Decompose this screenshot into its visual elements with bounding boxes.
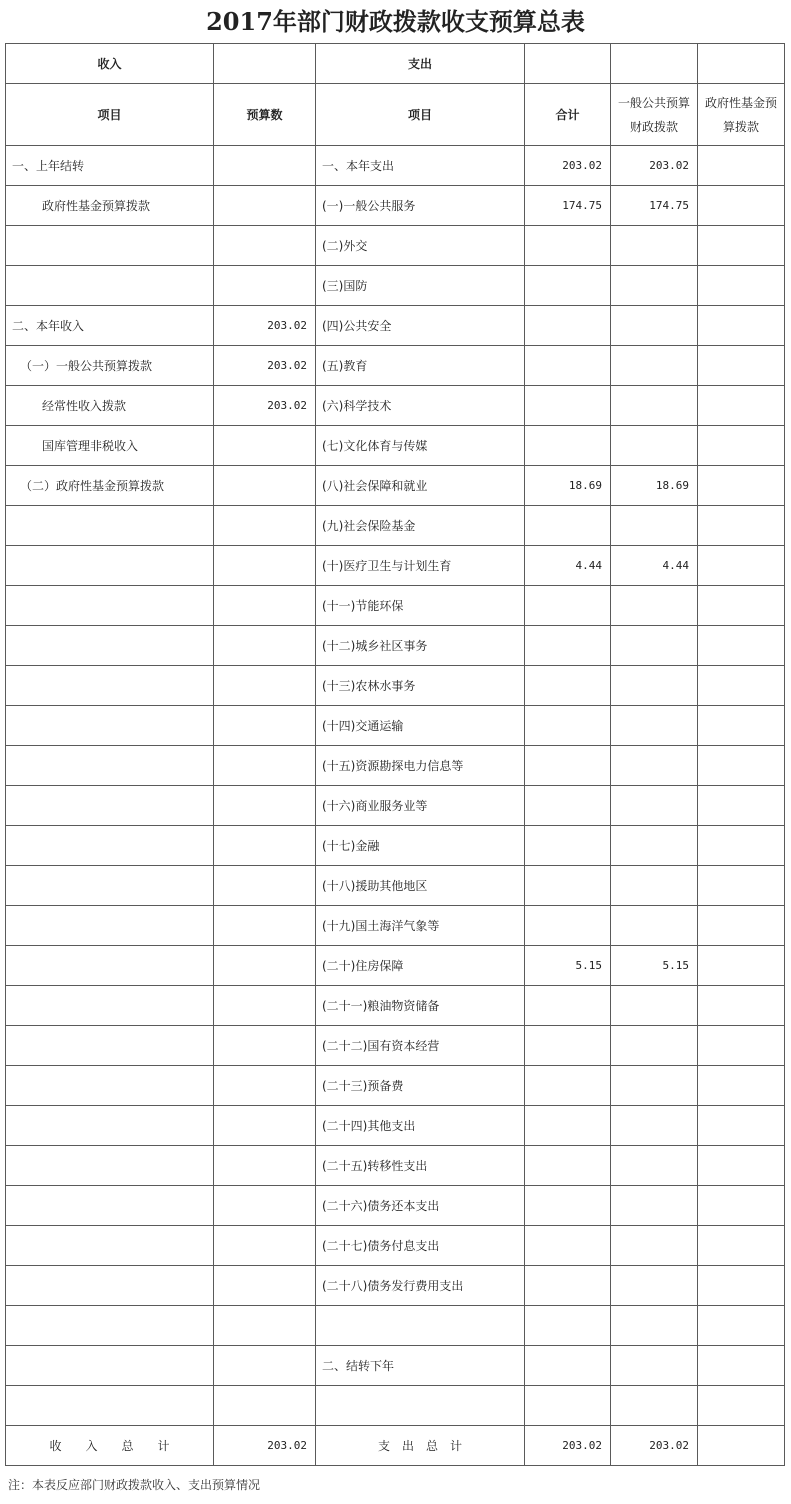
totals-row — [6, 1426, 785, 1466]
income-item-cell — [6, 986, 214, 1026]
fund-budget-cell — [698, 866, 785, 906]
table-row — [6, 986, 785, 1026]
expense-total-cell: 5.15 — [525, 946, 611, 986]
expense-item-cell: (二)外交 — [316, 226, 525, 266]
income-budget-cell — [214, 1026, 316, 1066]
general-budget-cell: 203.02 — [611, 146, 698, 186]
fund-budget-cell — [698, 1386, 785, 1426]
expense-general-total-value: 203.02 — [611, 1426, 698, 1466]
expense-item-cell: (三)国防 — [316, 266, 525, 306]
income-budget-cell — [214, 1066, 316, 1106]
fund-budget-cell — [698, 1306, 785, 1346]
fund-budget-cell — [698, 306, 785, 346]
income-item-cell — [6, 1346, 214, 1386]
fund-budget-cell — [698, 1106, 785, 1146]
income-budget-cell — [214, 906, 316, 946]
expense-item-cell: (二十六)债务还本支出 — [316, 1186, 525, 1226]
expense-header: 支出 — [316, 44, 525, 84]
table-row — [6, 1346, 785, 1386]
expense-total-cell — [525, 1186, 611, 1226]
table-row — [6, 1226, 785, 1266]
general-budget-cell — [611, 986, 698, 1026]
general-budget-cell — [611, 1266, 698, 1306]
table-row — [6, 1026, 785, 1066]
general-budget-cell — [611, 306, 698, 346]
general-budget-cell — [611, 1386, 698, 1426]
income-item-cell — [6, 1226, 214, 1266]
income-item-cell — [6, 1026, 214, 1066]
general-budget-cell — [611, 586, 698, 626]
expense-total-cell — [525, 1386, 611, 1426]
table-row — [6, 786, 785, 826]
header-row-1 — [6, 44, 785, 84]
table-row — [6, 306, 785, 346]
table-row — [6, 626, 785, 666]
expense-total-cell — [525, 1026, 611, 1066]
income-item-cell — [6, 786, 214, 826]
table-row — [6, 1306, 785, 1346]
expense-item-cell: (二十八)债务发行费用支出 — [316, 1266, 525, 1306]
fund-budget-cell — [698, 626, 785, 666]
fund-budget-header: 政府性基金预算拨款 — [698, 84, 785, 146]
fund-budget-cell — [698, 666, 785, 706]
footnote: 注：本表反应部门财政拨款收入、支出预算情况 — [8, 1478, 261, 1492]
general-budget-cell: 18.69 — [611, 466, 698, 506]
general-budget-cell — [611, 1346, 698, 1386]
income-budget-cell — [214, 1106, 316, 1146]
income-item-cell — [6, 266, 214, 306]
expense-item-cell: (八)社会保障和就业 — [316, 466, 525, 506]
fund-budget-cell — [698, 386, 785, 426]
general-budget-cell — [611, 346, 698, 386]
general-budget-cell — [611, 1146, 698, 1186]
general-budget-cell — [611, 426, 698, 466]
general-budget-cell: 4.44 — [611, 546, 698, 586]
income-item-cell — [6, 546, 214, 586]
income-item-cell — [6, 1386, 214, 1426]
table-row — [6, 906, 785, 946]
income-budget-cell — [214, 506, 316, 546]
fund-budget-cell — [698, 586, 785, 626]
income-item-cell: （二）政府性基金预算拨款 — [6, 466, 214, 506]
income-budget-cell — [214, 746, 316, 786]
general-budget-cell — [611, 906, 698, 946]
expense-total-cell — [525, 746, 611, 786]
income-item-cell: 政府性基金预算拨款 — [6, 186, 214, 226]
expense-total-cell — [525, 266, 611, 306]
expense-item-cell: (六)科学技术 — [316, 386, 525, 426]
expense-item-cell: (二十三)预备费 — [316, 1066, 525, 1106]
fund-budget-cell — [698, 826, 785, 866]
expense-total-cell — [525, 1266, 611, 1306]
income-total-value: 203.02 — [214, 1426, 316, 1466]
expense-item-cell: (二十二)国有资本经营 — [316, 1026, 525, 1066]
fund-budget-cell — [698, 506, 785, 546]
income-budget-cell — [214, 1226, 316, 1266]
income-item-header: 项目 — [6, 84, 214, 146]
general-budget-cell — [611, 1066, 698, 1106]
income-item-cell — [6, 1146, 214, 1186]
expense-item-header: 项目 — [316, 84, 525, 146]
expense-item-cell: (十二)城乡社区事务 — [316, 626, 525, 666]
table-row — [6, 826, 785, 866]
fund-budget-cell — [698, 1266, 785, 1306]
fund-budget-cell — [698, 1186, 785, 1226]
expense-total-cell — [525, 346, 611, 386]
general-budget-cell — [611, 746, 698, 786]
expense-item-cell: (十五)资源勘探电力信息等 — [316, 746, 525, 786]
income-item-cell: 一、上年结转 — [6, 146, 214, 186]
income-item-cell — [6, 866, 214, 906]
table-row — [6, 346, 785, 386]
expense-item-cell: (十九)国土海洋气象等 — [316, 906, 525, 946]
fund-budget-cell — [698, 266, 785, 306]
expense-item-cell — [316, 1386, 525, 1426]
header-empty-cell — [611, 44, 698, 84]
fund-budget-cell — [698, 1066, 785, 1106]
fund-budget-cell — [698, 546, 785, 586]
income-budget-cell — [214, 626, 316, 666]
income-header: 收入 — [6, 44, 214, 84]
income-budget-cell — [214, 426, 316, 466]
general-budget-header: 一般公共预算财政拨款 — [611, 84, 698, 146]
table-row — [6, 546, 785, 586]
general-budget-cell — [611, 226, 698, 266]
expense-item-cell: (十四)交通运输 — [316, 706, 525, 746]
expense-item-cell: (十三)农林水事务 — [316, 666, 525, 706]
table-row — [6, 586, 785, 626]
expense-item-cell: (十)医疗卫生与计划生育 — [316, 546, 525, 586]
expense-total-cell — [525, 826, 611, 866]
budget-table — [5, 43, 785, 1466]
income-budget-cell — [214, 706, 316, 746]
fund-budget-cell — [698, 746, 785, 786]
general-budget-cell — [611, 1306, 698, 1346]
fund-budget-cell — [698, 986, 785, 1026]
expense-total-cell — [525, 626, 611, 666]
general-budget-cell — [611, 866, 698, 906]
general-budget-cell — [611, 1026, 698, 1066]
fund-budget-cell — [698, 946, 785, 986]
income-budget-cell — [214, 546, 316, 586]
expense-item-cell — [316, 1306, 525, 1346]
table-row — [6, 1186, 785, 1226]
expense-total-cell — [525, 1306, 611, 1346]
income-item-cell — [6, 906, 214, 946]
income-budget-cell — [214, 826, 316, 866]
fund-budget-cell — [698, 466, 785, 506]
income-budget-cell — [214, 1306, 316, 1346]
expense-total-header: 合计 — [525, 84, 611, 146]
expense-total-cell — [525, 1106, 611, 1146]
expense-total-cell — [525, 986, 611, 1026]
table-row — [6, 146, 785, 186]
expense-item-cell: (一)一般公共服务 — [316, 186, 525, 226]
income-budget-cell: 203.02 — [214, 306, 316, 346]
fund-budget-cell — [698, 1346, 785, 1386]
expense-item-cell: (二十七)债务付息支出 — [316, 1226, 525, 1266]
expense-item-cell: (十八)援助其他地区 — [316, 866, 525, 906]
expense-total-cell: 18.69 — [525, 466, 611, 506]
income-item-cell — [6, 1306, 214, 1346]
expense-item-cell: (九)社会保险基金 — [316, 506, 525, 546]
income-budget-cell — [214, 946, 316, 986]
income-item-cell — [6, 746, 214, 786]
expense-fund-total-value — [698, 1426, 785, 1466]
expense-item-cell: (五)教育 — [316, 346, 525, 386]
income-budget-cell — [214, 1186, 316, 1226]
table-row — [6, 1386, 785, 1426]
expense-total-cell — [525, 866, 611, 906]
table-row — [6, 1106, 785, 1146]
expense-total-cell: 203.02 — [525, 146, 611, 186]
expense-total-cell — [525, 306, 611, 346]
fund-budget-cell — [698, 186, 785, 226]
income-budget-cell — [214, 866, 316, 906]
general-budget-cell — [611, 626, 698, 666]
expense-total-cell — [525, 1066, 611, 1106]
expense-item-cell: (二十一)粮油物资储备 — [316, 986, 525, 1026]
expense-total-cell: 4.44 — [525, 546, 611, 586]
expense-total-cell — [525, 386, 611, 426]
expense-total-label: 支 出 总 计 — [316, 1426, 525, 1466]
table-row — [6, 426, 785, 466]
income-item-cell: 国库管理非税收入 — [6, 426, 214, 466]
income-budget-cell — [214, 786, 316, 826]
general-budget-cell — [611, 786, 698, 826]
expense-item-cell: 一、本年支出 — [316, 146, 525, 186]
income-item-cell — [6, 946, 214, 986]
fund-budget-cell — [698, 786, 785, 826]
income-budget-cell: 203.02 — [214, 386, 316, 426]
income-budget-cell — [214, 1346, 316, 1386]
general-budget-cell: 5.15 — [611, 946, 698, 986]
general-budget-cell — [611, 706, 698, 746]
expense-item-cell: (二十)住房保障 — [316, 946, 525, 986]
income-budget-cell: 203.02 — [214, 346, 316, 386]
income-budget-cell — [214, 186, 316, 226]
income-budget-cell — [214, 466, 316, 506]
expense-total-cell — [525, 1346, 611, 1386]
income-item-cell — [6, 626, 214, 666]
table-row — [6, 1066, 785, 1106]
general-budget-cell — [611, 826, 698, 866]
income-budget-cell — [214, 1386, 316, 1426]
fund-budget-cell — [698, 1026, 785, 1066]
expense-item-cell: (七)文化体育与传媒 — [316, 426, 525, 466]
header-empty-cell — [698, 44, 785, 84]
table-row — [6, 746, 785, 786]
income-budget-cell — [214, 666, 316, 706]
general-budget-cell — [611, 1226, 698, 1266]
income-item-cell — [6, 1186, 214, 1226]
expense-total-cell — [525, 586, 611, 626]
table-row — [6, 226, 785, 266]
fund-budget-cell — [698, 1146, 785, 1186]
expense-total-value: 203.02 — [525, 1426, 611, 1466]
income-budget-cell — [214, 986, 316, 1026]
fund-budget-cell — [698, 906, 785, 946]
general-budget-cell — [611, 266, 698, 306]
expense-item-cell: (十一)节能环保 — [316, 586, 525, 626]
general-budget-cell — [611, 1106, 698, 1146]
fund-budget-cell — [698, 706, 785, 746]
table-row — [6, 466, 785, 506]
income-item-cell — [6, 586, 214, 626]
income-budget-cell — [214, 226, 316, 266]
expense-item-cell: (十六)商业服务业等 — [316, 786, 525, 826]
table-row — [6, 506, 785, 546]
fund-budget-cell — [698, 426, 785, 466]
header-empty-cell — [525, 44, 611, 84]
table-row — [6, 186, 785, 226]
expense-item-cell: 二、结转下年 — [316, 1346, 525, 1386]
income-item-cell — [6, 1106, 214, 1146]
income-item-cell — [6, 666, 214, 706]
income-budget-cell — [214, 1266, 316, 1306]
income-item-cell: （一）一般公共预算拨款 — [6, 346, 214, 386]
table-row — [6, 666, 785, 706]
general-budget-cell: 174.75 — [611, 186, 698, 226]
general-budget-cell — [611, 1186, 698, 1226]
income-budget-cell — [214, 266, 316, 306]
table-row — [6, 386, 785, 426]
expense-total-cell — [525, 226, 611, 266]
table-row — [6, 1266, 785, 1306]
fund-budget-cell — [698, 1226, 785, 1266]
expense-total-cell: 174.75 — [525, 186, 611, 226]
income-total-label: 收 入 总 计 — [6, 1426, 214, 1466]
expense-total-cell — [525, 666, 611, 706]
income-item-cell — [6, 226, 214, 266]
table-row — [6, 1146, 785, 1186]
general-budget-cell — [611, 506, 698, 546]
income-budget-cell — [214, 1146, 316, 1186]
fund-budget-cell — [698, 226, 785, 266]
income-item-cell: 经常性收入拨款 — [6, 386, 214, 426]
table-row — [6, 946, 785, 986]
income-item-cell — [6, 826, 214, 866]
expense-total-cell — [525, 786, 611, 826]
page-title: 2017年部门财政拨款收支预算总表 — [206, 7, 585, 36]
expense-total-cell — [525, 706, 611, 746]
table-row — [6, 706, 785, 746]
expense-total-cell — [525, 906, 611, 946]
income-item-cell — [6, 1266, 214, 1306]
income-item-cell — [6, 706, 214, 746]
income-item-cell: 二、本年收入 — [6, 306, 214, 346]
general-budget-cell — [611, 666, 698, 706]
general-budget-cell — [611, 386, 698, 426]
income-item-cell — [6, 1066, 214, 1106]
expense-total-cell — [525, 1226, 611, 1266]
table-row — [6, 266, 785, 306]
expense-item-cell: (二十四)其他支出 — [316, 1106, 525, 1146]
fund-budget-cell — [698, 346, 785, 386]
expense-total-cell — [525, 426, 611, 466]
expense-item-cell: (二十五)转移性支出 — [316, 1146, 525, 1186]
expense-total-cell — [525, 506, 611, 546]
income-budget-header: 预算数 — [214, 84, 316, 146]
income-item-cell — [6, 506, 214, 546]
expense-total-cell — [525, 1146, 611, 1186]
header-row-2 — [6, 84, 785, 146]
fund-budget-cell — [698, 146, 785, 186]
table-row — [6, 866, 785, 906]
income-budget-cell — [214, 146, 316, 186]
header-empty-cell — [214, 44, 316, 84]
expense-item-cell: (四)公共安全 — [316, 306, 525, 346]
expense-item-cell: (十七)金融 — [316, 826, 525, 866]
income-budget-cell — [214, 586, 316, 626]
